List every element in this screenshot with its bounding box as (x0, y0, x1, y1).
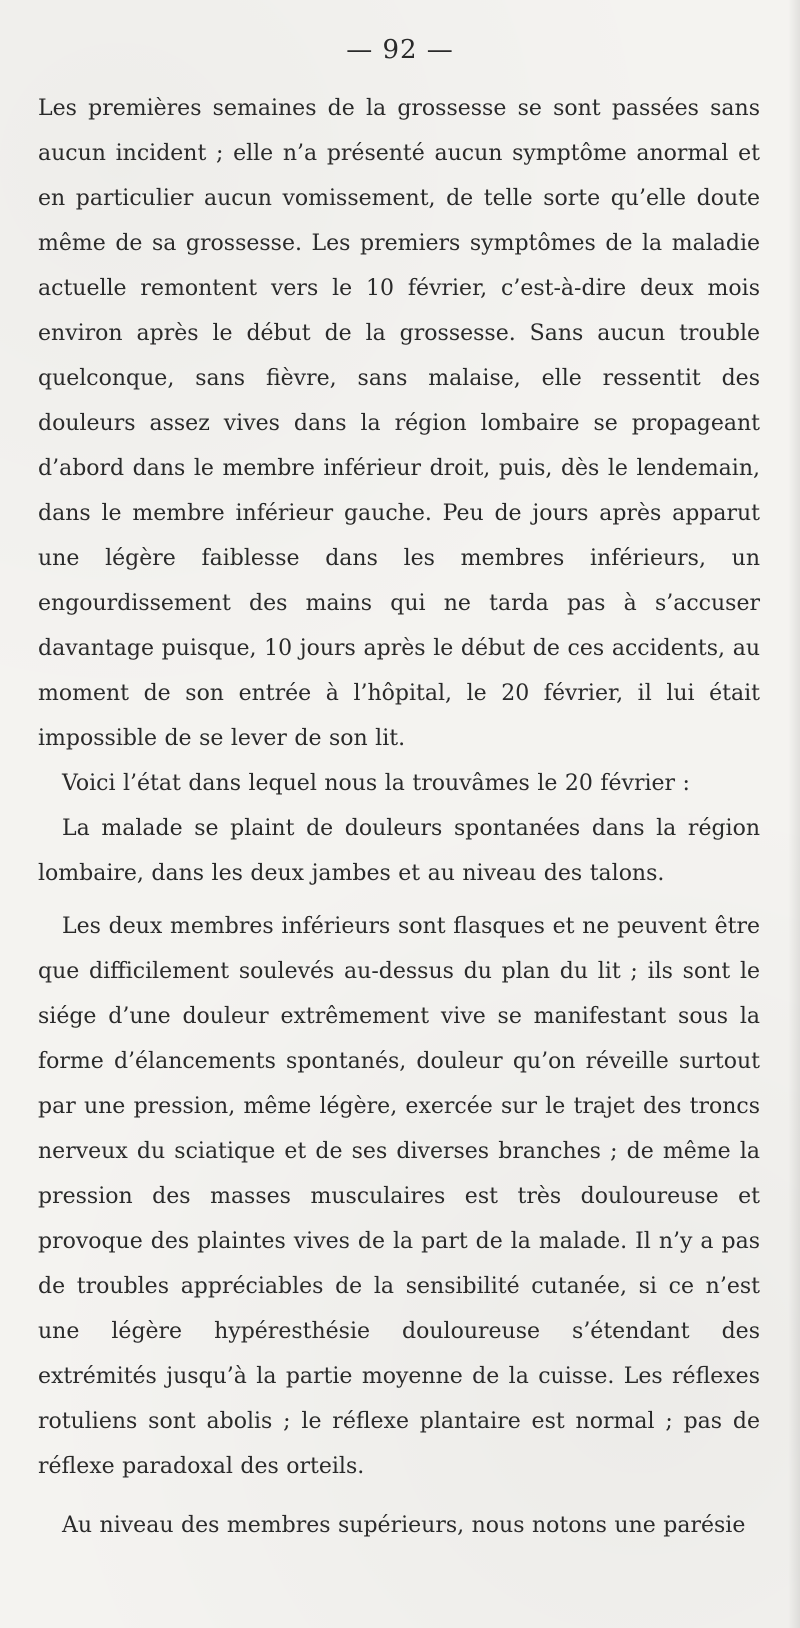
paragraph-3: La malade se plaint de douleurs spontanées dans la région lombaire, dans les deux jambes et au niveau des talons. (38, 816, 760, 886)
body-text (38, 86, 760, 1548)
paragraph-5: Au niveau des membres supérieurs, nous notons une parésie (62, 1513, 746, 1538)
page-number: — 92 — (346, 35, 454, 65)
paragraph-2: Voici l’état dans lequel nous la trouvâmes le 20 février : (62, 771, 690, 796)
page-edge-shadow (788, 0, 800, 1628)
paragraph-4: Les deux membres inférieurs sont flasques et ne peuvent être que difficilement soulevés au-dessus du plan du lit ; ils sont le siége d’une douleur extrêmement vive se manifestant sous la forme d’élancements spontanés, douleur qu’on réveille surtout par une pression, même légère, exercée sur le trajet des troncs nerveux du sciatique et de ses diverses branches ; de même la pression des masses musculaires est très douloureuse et provoque des plaintes vives de la part de la malade. Il n’y a pas de troubles appréciables de la sensibilité cutanée, si ce n’est une légère hypéresthésie douloureuse s’étendant des extrémités jusqu’à la partie moyenne de la cuisse. Les réflexes rotuliens sont abolis ; le réflexe plantaire est normal ; pas de réflexe paradoxal des orteils. (38, 914, 760, 1479)
paragraph-1: Les premières semaines de la grossesse se sont passées sans aucun incident ; elle n’a présenté aucun symptôme anormal et en particulier aucun vomissement, de telle sorte qu’elle doute même de sa grossesse. Les premiers symptômes de la maladie actuelle remontent vers le 10 février, c’est-à-dire deux mois environ après le début de la grossesse. Sans aucun trouble quelconque, sans fièvre, sans malaise, elle ressentit des douleurs assez vives dans la région lombaire se propageant d’abord dans le membre inférieur droit, puis, dès le lendemain, dans le membre inférieur gauche. Peu de jours après apparut une légère faiblesse dans les membres inférieurs, un engourdissement des mains qui ne tarda pas à s’accuser davantage puisque, 10 jours après le début de ces accidents, au moment de son entrée à l’hôpital, le 20 février, il lui était impossible de se lever de son lit. (38, 96, 760, 751)
